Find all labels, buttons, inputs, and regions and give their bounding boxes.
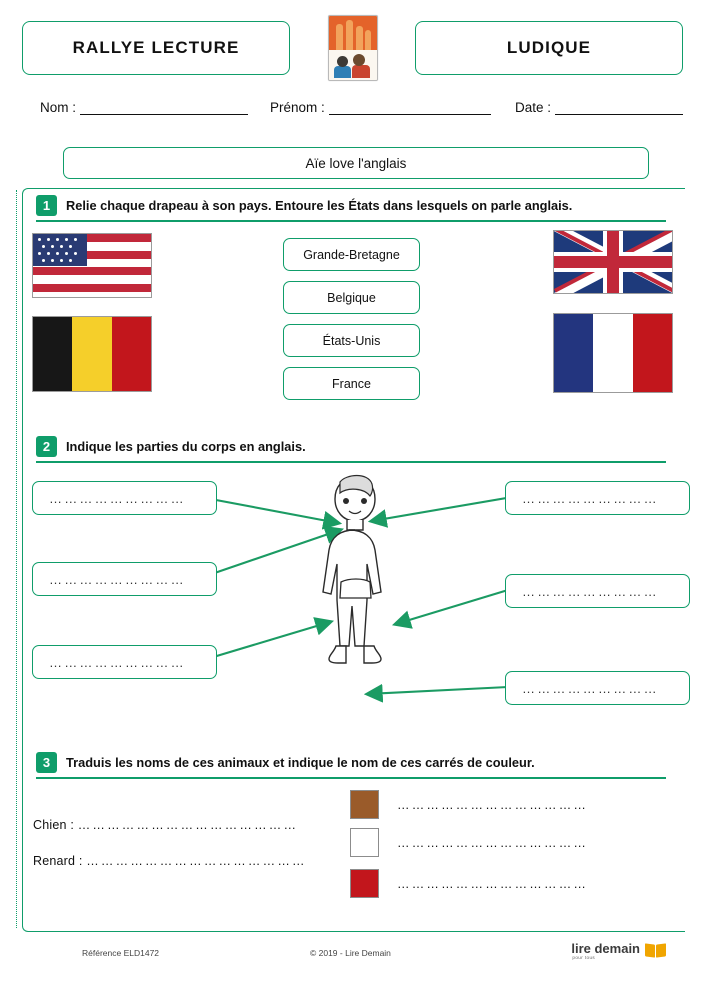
body-answer-5[interactable]: [505, 574, 690, 608]
red-square-dots[interactable]: …………………………………: [397, 877, 589, 891]
rallye-title: RALLYE LECTURE: [72, 38, 240, 57]
option-belgique[interactable]: [283, 281, 420, 314]
brand-tagline: pour tous: [572, 955, 596, 960]
exercise-3-instruction: Traduis les noms de ces animaux et indique le nom de ces carrés de couleur.: [66, 755, 535, 770]
prenom-label: Prénom :: [270, 100, 325, 115]
white-square[interactable]: [350, 828, 379, 857]
exercise-3-rule: [36, 777, 666, 779]
brand-logo: [571, 940, 667, 958]
exercise-3-number: 3: [36, 752, 57, 773]
united-states-flag[interactable]: [32, 233, 152, 298]
exercise-1-header: [36, 195, 572, 216]
animal-dots: ………………………………………: [77, 818, 299, 832]
exercise-1-number: 1: [36, 195, 57, 216]
animal-dots: ………………………………………: [86, 854, 307, 868]
ludique-title: LUDIQUE: [506, 38, 592, 57]
nom-label: Nom :: [40, 100, 77, 115]
page-header: [22, 14, 683, 82]
body-answer-6[interactable]: [505, 671, 690, 705]
body-answer-3[interactable]: [32, 645, 217, 679]
exercise-2-number: 2: [36, 436, 57, 457]
answer-dots: ………………………: [49, 571, 186, 587]
answer-dots: ………………………: [49, 490, 186, 506]
copyright-text: © 2019 - Lire Demain: [310, 948, 391, 958]
ludique-title-box: [415, 21, 683, 75]
option-etats-unis[interactable]: [283, 324, 420, 357]
animal-label: Chien :: [33, 818, 75, 832]
option-label: Belgique: [327, 290, 376, 305]
nom-input[interactable]: [80, 101, 248, 115]
exercise-2-rule: [36, 461, 666, 463]
open-book-icon: [645, 940, 667, 958]
option-label: Grande-Bretagne: [303, 247, 400, 262]
animal-label: Renard :: [33, 854, 83, 868]
exercise-2-header: [36, 436, 306, 457]
page-footer: [22, 941, 683, 988]
exercise-2-instruction: Indique les parties du corps en anglais.: [66, 439, 306, 454]
france-flag[interactable]: [553, 313, 673, 393]
answer-dots: ………………………: [522, 583, 659, 599]
option-grande-bretagne[interactable]: [283, 238, 420, 271]
date-label: Date :: [515, 100, 552, 115]
identity-row: [30, 100, 675, 124]
exercise-1-rule: [36, 220, 666, 222]
belgium-flag[interactable]: [32, 316, 152, 392]
option-label: France: [332, 376, 371, 391]
date-input[interactable]: [555, 101, 683, 115]
exercise-1-instruction: Relie chaque drapeau à son pays. Entoure les États dans lesquels on parle anglais.: [66, 198, 573, 213]
brown-square-dots[interactable]: …………………………………: [397, 798, 589, 812]
option-label: États-Unis: [322, 333, 381, 348]
worksheet-subtitle-box: [63, 147, 649, 179]
red-square[interactable]: [350, 869, 379, 898]
answer-dots: ………………………: [522, 680, 659, 696]
body-answer-4[interactable]: [505, 481, 690, 515]
exercise-3-header: [36, 752, 535, 773]
brown-square[interactable]: [350, 790, 379, 819]
united-kingdom-flag[interactable]: [553, 230, 673, 294]
animal-row-chien[interactable]: [33, 818, 298, 832]
book-cover-image: [328, 15, 378, 81]
body-answer-2[interactable]: [32, 562, 217, 596]
white-square-dots[interactable]: …………………………………: [397, 836, 589, 850]
answer-dots: ………………………: [49, 654, 186, 670]
brand-name: lire demain: [571, 941, 640, 956]
answer-dots: ………………………: [522, 490, 659, 506]
left-dotted-rule: [16, 190, 18, 928]
animal-row-renard[interactable]: [33, 854, 307, 868]
prenom-input[interactable]: [329, 101, 491, 115]
body-figure: [300, 470, 410, 710]
body-answer-1[interactable]: [32, 481, 217, 515]
worksheet-subtitle: Aïe love l'anglais: [305, 155, 407, 171]
rallye-title-box: [22, 21, 290, 75]
option-france[interactable]: [283, 367, 420, 400]
reference-text: Référence ELD1472: [82, 948, 160, 958]
